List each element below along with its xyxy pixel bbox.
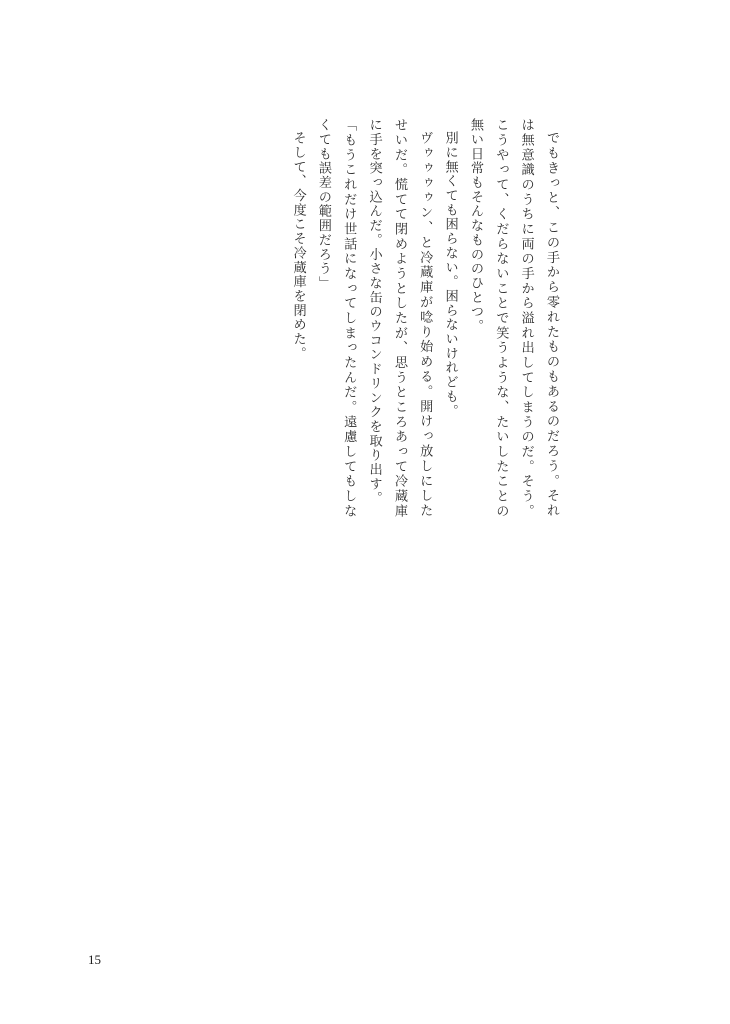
paragraph-5: そして、今度こそ冷蔵庫を閉めた。 (291, 131, 307, 361)
paragraph-1: でもきっと、この手から零れたものもあるのだろう。それは無意識のうちに両の手から溢れ出してしまうのだ。そう。こうやって、くだらないことで笑うような、たいしたことの無い日常もそんなもののひとつ。 (468, 118, 560, 518)
body-text-block (286, 118, 565, 518)
page-number: 15 (88, 952, 101, 967)
paragraph-2: 別に無くても困らない。困らないけれども。 (443, 131, 459, 419)
paragraph-4: 「もうこれだけ世話になってしまったんだ。遠慮してもしなくても誤差の範囲だろう」 (316, 118, 358, 518)
paragraph-3: ヴゥゥゥゥン、と冷蔵庫が唸り始める。開けっ放しにしたせいだ。慌てて閉めようとしたが、思うところあって冷蔵庫に手を突っ込んだ。小さな缶のウコンドリンクを取り出す。 (367, 118, 434, 518)
